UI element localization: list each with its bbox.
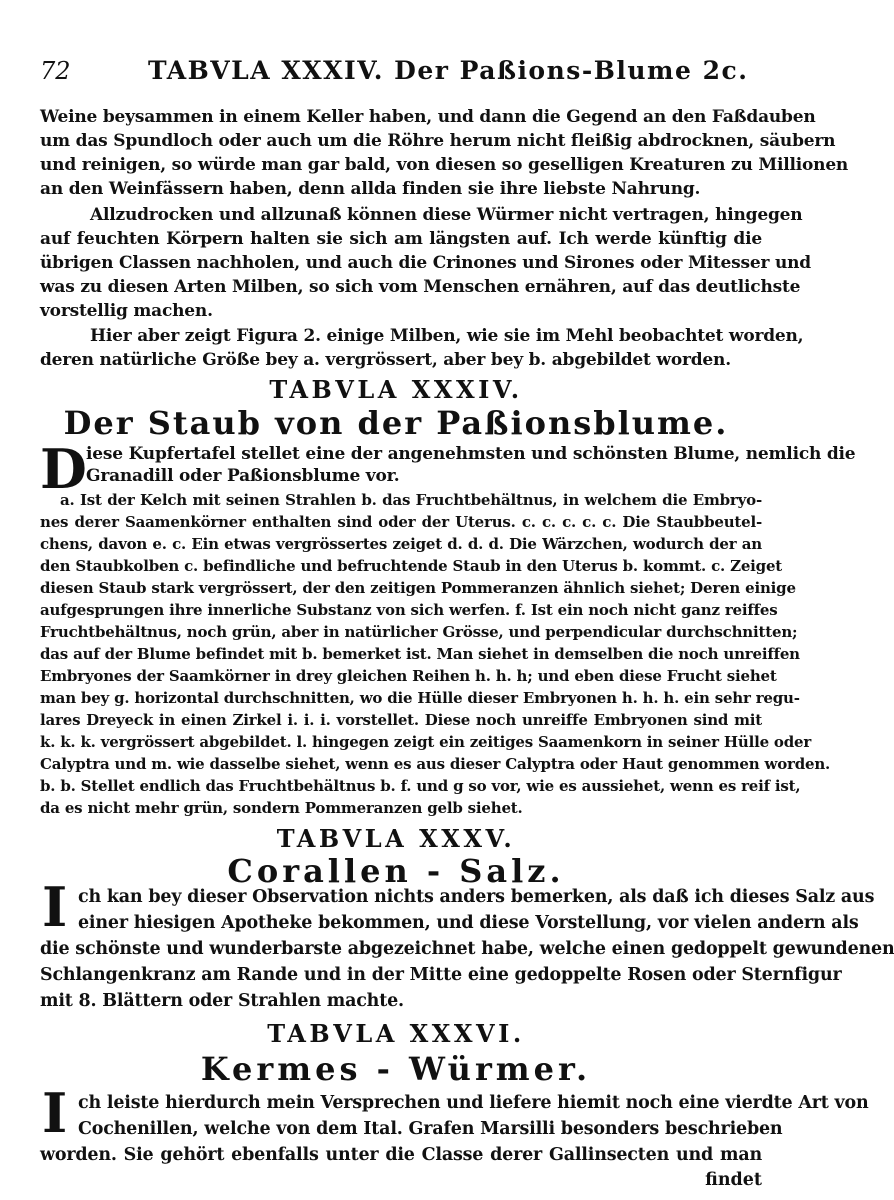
text-line: einer hiesigen Apotheke bekommen, und diese Vorstellung, vor vielen andern als (78, 913, 859, 933)
section-heading: TABVLA XXXV. (276, 824, 516, 853)
text-line: a. Ist der Kelch mit seinen Strahlen b. das Fruchtbehältnus, in welchem die Embryo- (60, 491, 762, 509)
text-line: Hier aber zeigt Figura 2. einige Milben, wie sie im Mehl beobachtet worden, (90, 326, 804, 346)
text-line: chens, davon e. c. Ein etwas vergrössertes zeiget d. d. d. Die Wärzchen, wodurch der an (40, 535, 762, 553)
text-line: was zu diesen Arten Milben, so sich vom Menschen ernähren, auf das deutlichste (40, 277, 801, 297)
running-head (40, 56, 760, 90)
text-line: b. b. Stellet endlich das Fruchtbehältnus b. f. und g so vor, wie es aussiehet, wenn es reif ist, (40, 777, 801, 795)
section-title: Corallen - Salz. (227, 852, 565, 890)
section-heading: TABVLA XXXVI. (267, 1019, 525, 1048)
text-line: Calyptra und m. wie dasselbe siehet, wenn es aus dieser Calyptra oder Haut genommen worden. (40, 755, 831, 773)
text-line: um das Spundloch oder auch um die Röhre herum nicht fleißig abdrocknen, säubern (40, 131, 836, 151)
drop-cap: D (40, 437, 87, 501)
drop-cap: I (42, 1081, 68, 1145)
text-line: das auf der Blume befindet mit b. bemerket ist. Man siehet in demselben die noch unreiffen (40, 645, 800, 663)
section-title: Der Staub von der Paßionsblume. (63, 404, 729, 442)
text-line: nes derer Saamenkörner enthalten sind oder der Uterus. c. c. c. c. c. Die Staubbeutel- (40, 513, 762, 531)
section-heading: TABVLA XXXIV. (269, 375, 523, 404)
text-line: übrigen Classen nachholen, und auch die Crinones und Sirones oder Mitesser und (40, 253, 811, 273)
text-line: ch leiste hierdurch mein Versprechen und liefere hiemit noch eine vierdte Art von (78, 1093, 869, 1113)
text-line: k. k. k. vergrössert abgebildet. l. hingegen zeigt ein zeitiges Saamenkorn in seiner Hülle oder (40, 733, 812, 751)
text-line: Cochenillen, welche von dem Ital. Grafen Marsilli besonders beschrieben (78, 1119, 783, 1139)
drop-cap: I (42, 875, 68, 939)
text-line: ch kan bey dieser Observation nichts anders bemerken, als daß ich dieses Salz aus (78, 887, 875, 907)
text-line: iese Kupfertafel stellet eine der angenehmsten und schönsten Blume, nemlich die (86, 444, 856, 464)
text-line: lares Dreyeck in einen Zirkel i. i. i. vorstellet. Diese noch unreiffe Embryonen sind mit (40, 711, 762, 729)
text-line: worden. Sie gehört ebenfalls unter die Classe derer Gallinsecten und man (40, 1145, 762, 1165)
text-line: die schönste und wunderbarste abgezeichnet habe, welche einen gedoppelt gewundenen (40, 939, 894, 959)
text-line: und reinigen, so würde man gar bald, von diesen so geselligen Kreaturen zu Millionen (40, 155, 849, 175)
text-line: Allzudrocken und allzunaß können diese Würmer nicht vertragen, hingegen (90, 205, 803, 225)
text-line: Weine beysammen in einem Keller haben, und dann die Gegend an den Faßdauben (40, 107, 816, 127)
text-line: Embryones der Saamkörner in drey gleichen Reihen h. h. h; und eben diese Frucht siehet (40, 667, 777, 685)
section-title: Kermes - Würmer. (200, 1050, 592, 1088)
text-line: diesen Staub stark vergrössert, der den zeitigen Pommeranzen ähnlich siehet; Deren einige (40, 579, 796, 597)
text-line: den Staubkolben c. befindliche und befruchtende Staub in den Uterus b. kommt. c. Zeiget (40, 557, 783, 575)
text-line: deren natürliche Größe bey a. vergrössert, aber bey b. abgebildet worden. (40, 350, 731, 370)
text-line: Granadill oder Paßionsblume vor. (86, 466, 400, 486)
text-line: da es nicht mehr grün, sondern Pommeranzen gelb siehet. (40, 799, 523, 817)
catchword: findet (705, 1170, 762, 1190)
text-line: Schlangenkranz am Rande und in der Mitte eine gedoppelte Rosen oder Sternfigur (40, 965, 842, 985)
text-line: an den Weinfässern haben, denn allda finden sie ihre liebste Nahrung. (40, 179, 701, 199)
text-line: mit 8. Blättern oder Strahlen machte. (40, 991, 404, 1011)
text-line: aufgesprungen ihre innerliche Substanz von sich werfen. f. Ist ein noch nicht ganz reiffes (40, 601, 778, 619)
text-line: auf feuchten Körpern halten sie sich am längsten auf. Ich werde künftig die (40, 229, 762, 249)
text-line: man bey g. horizontal durchschnitten, wo die Hülle dieser Embryonen h. h. h. ein sehr regu- (40, 689, 800, 707)
text-line: vorstellig machen. (40, 301, 213, 321)
text-line: Fruchtbehältnus, noch grün, aber in natürlicher Grösse, und perpendicular durchschnitten; (40, 623, 798, 641)
page-number: 72 (40, 57, 71, 85)
running-title: TABVLA XXXIV. Der Paßions-Blume 2c. (148, 56, 749, 85)
